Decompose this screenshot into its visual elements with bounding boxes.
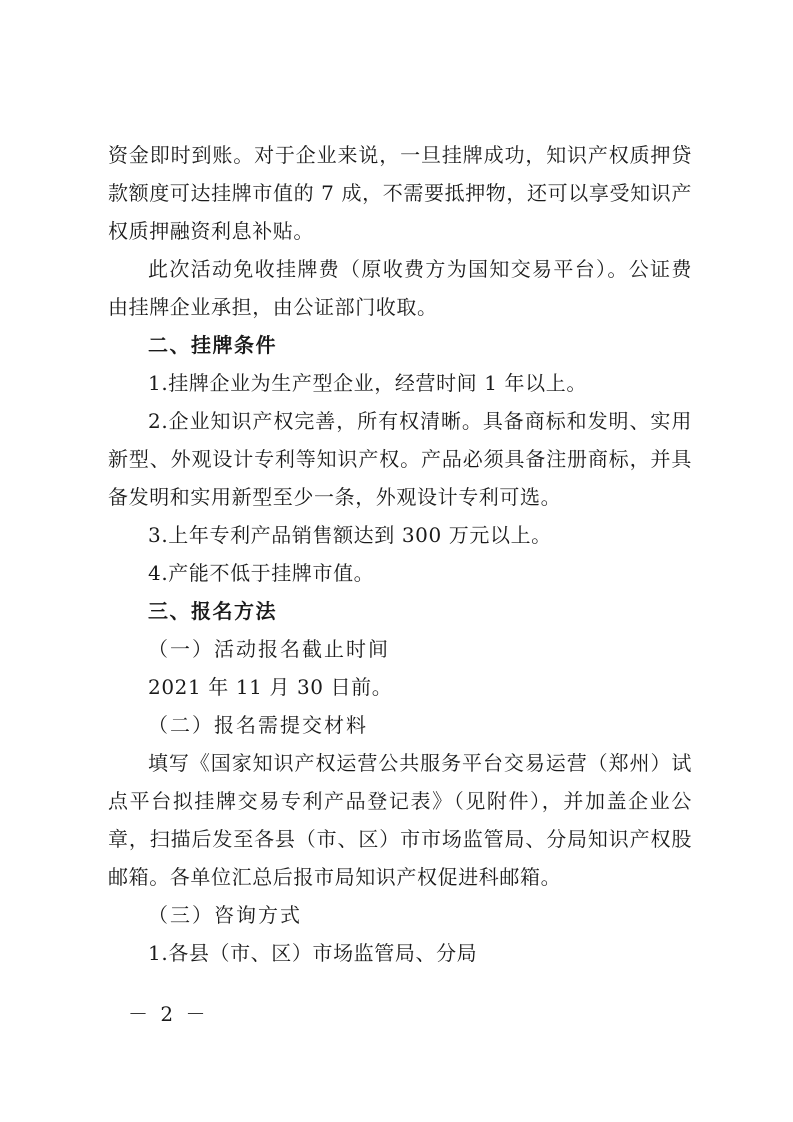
subheading-deadline: （一）活动报名截止时间 — [148, 637, 390, 661]
heading-registration-method: 三、报名方法 — [148, 599, 277, 623]
document-body — [108, 136, 692, 972]
heading-listing-conditions: 二、挂牌条件 — [148, 333, 277, 357]
contact-item-1: 1.各县（市、区）市场监管局、分局 — [148, 941, 478, 965]
paragraph-listing-fee: 此次活动免收挂牌费（原收费方为国知交易平台）。公证费由挂牌企业承担，由公证部门收取。 — [108, 257, 692, 319]
paragraph-financing-benefits: 资金即时到账。对于企业来说，一旦挂牌成功，知识产权质押贷款额度可达挂牌市值的 7 成，不需要抵押物，还可以享受知识产权质押融资利息补贴。 — [108, 143, 692, 243]
condition-item-4: 4.产能不低于挂牌市值。 — [148, 561, 375, 585]
paragraph-materials: 填写《国家知识产权运营公共服务平台交易运营（郑州）试点平台拟挂牌交易专利产品登记表》（见附件），并加盖企业公章，扫描后发至各县（市、区）市市场监管局、分局知识产权股邮箱。各单位汇总后报市局知识产权促进科邮箱。 — [108, 751, 692, 889]
subheading-contact: （三）咨询方式 — [148, 903, 302, 927]
condition-item-2: 2.企业知识产权完善，所有权清晰。具备商标和发明、实用新型、外观设计专利等知识产权。产品必须具备注册商标，并具备发明和实用新型至少一条，外观设计专利可选。 — [108, 409, 692, 509]
page-number: － 2 － — [128, 1002, 209, 1026]
deadline-date: 2021 年 11 月 30 日前。 — [148, 675, 393, 699]
condition-item-1: 1.挂牌企业为生产型企业，经营时间 1 年以上。 — [148, 371, 587, 395]
subheading-materials: （二）报名需提交材料 — [148, 713, 368, 737]
condition-item-3: 3.上年专利产品销售额达到 300 万元以上。 — [148, 523, 552, 547]
